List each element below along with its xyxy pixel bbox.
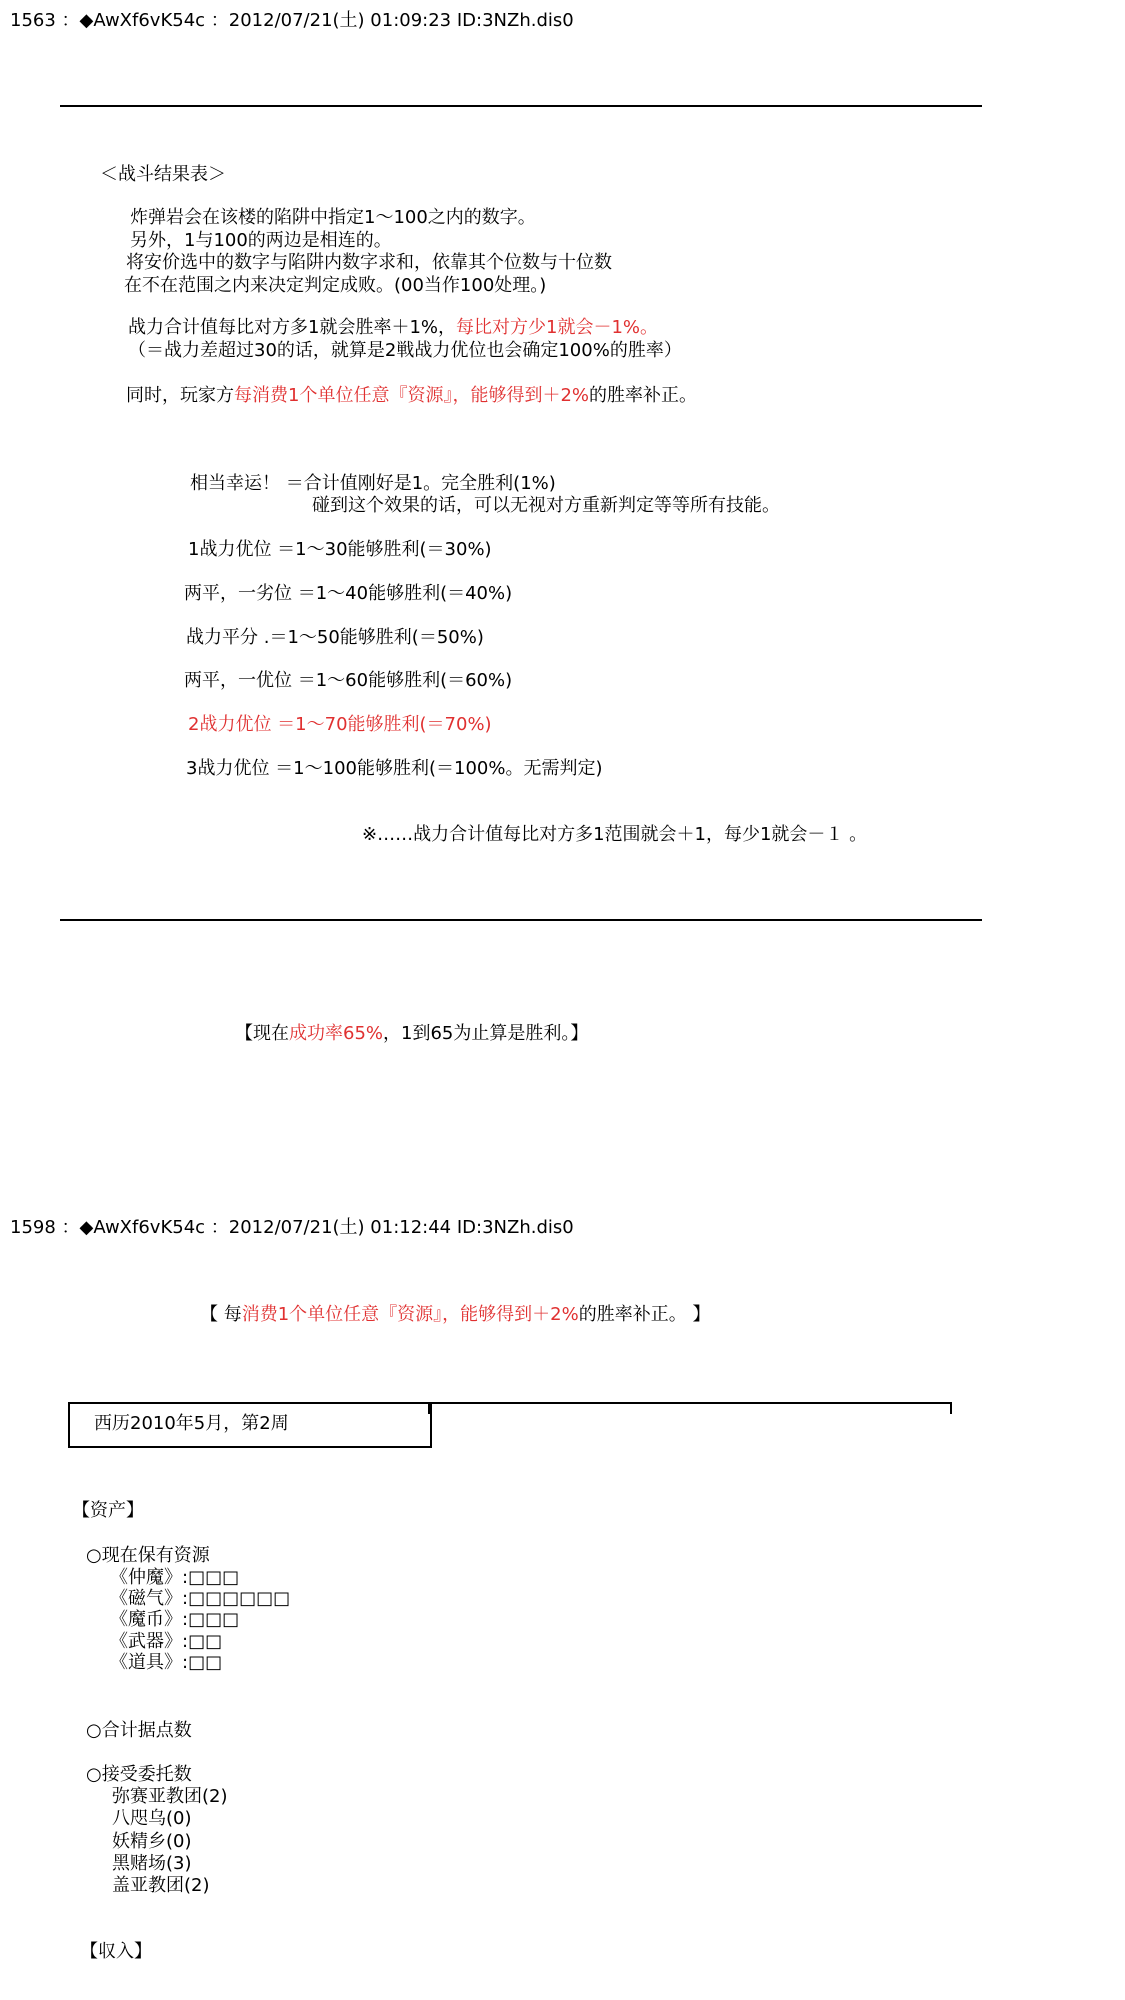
resource-item: 《魔币》:□□□ <box>110 1609 240 1630</box>
success-rate-line <box>235 1025 588 1043</box>
post-header: 1563 ：◆AwXf6vK54c ：2012/07/21(土) 01:09:23 ID:3NZh.dis0 <box>10 10 574 31</box>
commission-item: 弥赛亚教团(2) <box>112 1786 228 1807</box>
intro-line: 炸弹岩会在该楼的陷阱中指定1～100之内的数字。 <box>130 207 536 228</box>
post-header: 1598 ：◆AwXf6vK54c ：2012/07/21(土) 01:12:44 ID:3NZh.dis0 <box>10 1217 574 1238</box>
rule-line-1 <box>128 319 658 337</box>
rule-text: 的胜率补正。 <box>589 385 698 406</box>
commission-item: 盖亚教团(2) <box>112 1875 210 1896</box>
result-text: 【现在 <box>235 1023 289 1044</box>
rank-row: 两平，一优位 ＝1～60能够胜利(＝60%) <box>184 670 513 691</box>
rule-line-3 <box>126 387 697 405</box>
rule-line-2: （＝战力差超过30的话，就算是2戦战力优位也会确定100%的胜率） <box>128 340 682 361</box>
bonus-text: 的胜率补正。 】 <box>578 1304 711 1325</box>
frame-bracket <box>428 1402 952 1414</box>
resources-heading: ○现在保有资源 <box>86 1545 210 1566</box>
rank-row: 1战力优位 ＝1～30能够胜利(＝30%) <box>188 539 492 560</box>
resource-item: 《道具》:□□ <box>110 1652 223 1673</box>
commissions-heading: ○接受委托数 <box>86 1764 192 1785</box>
rank-row-highlight: 2战力优位 ＝1～70能够胜利(＝70%) <box>188 714 492 735</box>
commission-item: 妖精乡(0) <box>112 1831 192 1852</box>
intro-line: 另外，1与100的两边是相连的。 <box>130 230 392 251</box>
rule-text: 同时，玩家方 <box>126 385 234 406</box>
intro-line: 在不在范围之内来决定判定成败。(00当作100处理。) <box>124 275 547 296</box>
income-heading: 【収入】 <box>80 1941 152 1962</box>
resource-item: 《磁气》:□□□□□□ <box>110 1588 291 1609</box>
rule-text: 战力合计值每比对方多1就会胜率＋1%， <box>128 317 457 338</box>
bonus-text-red: 消费1个单位任意『资源』，能够得到＋2% <box>241 1304 579 1325</box>
rule-text-red: 每消费1个单位任意『资源』，能够得到＋2% <box>234 385 590 406</box>
lucky-line: 相当幸运！ ＝合计值刚好是1。完全胜利(1%) <box>190 473 556 494</box>
resource-item: 《仲魔》:□□□ <box>110 1567 240 1588</box>
commission-item: 黑赌场(3) <box>112 1853 192 1874</box>
intro-line: 将安价选中的数字与陷阱内数字求和，依靠其个位数与十位数 <box>126 252 612 273</box>
success-rate: 成功率65% <box>289 1023 384 1044</box>
rank-row: 两平，一劣位 ＝1～40能够胜利(＝40%) <box>184 583 513 604</box>
resource-item: 《武器》:□□ <box>110 1631 223 1652</box>
bonus-text: 【 每 <box>200 1304 242 1325</box>
rank-row: 战力平分 .＝1～50能够胜利(＝50%) <box>186 627 484 648</box>
bonus-line <box>200 1306 710 1324</box>
bases-heading: ○合计据点数 <box>86 1720 192 1741</box>
rank-row: 3战力优位 ＝1～100能够胜利(＝100%。无需判定) <box>186 758 603 779</box>
lucky-line: 碰到这个效果的话，可以无视对方重新判定等等所有技能。 <box>312 495 780 516</box>
result-text: ，1到65为止算是胜利。】 <box>383 1023 589 1044</box>
note: ※……战力合计值每比对方多1范围就会＋1，每少1就会－１ 。 <box>362 824 868 845</box>
commission-item: 八咫乌(0) <box>112 1808 192 1829</box>
rule-text-red: 每比对方少1就会－1%。 <box>456 317 659 338</box>
table-title: ＜战斗结果表＞ <box>100 164 226 185</box>
divider-bottom <box>60 919 982 921</box>
divider-top <box>60 105 982 107</box>
date-label: 西历2010年5月，第2周 <box>94 1413 289 1434</box>
assets-heading: 【资产】 <box>72 1500 144 1521</box>
